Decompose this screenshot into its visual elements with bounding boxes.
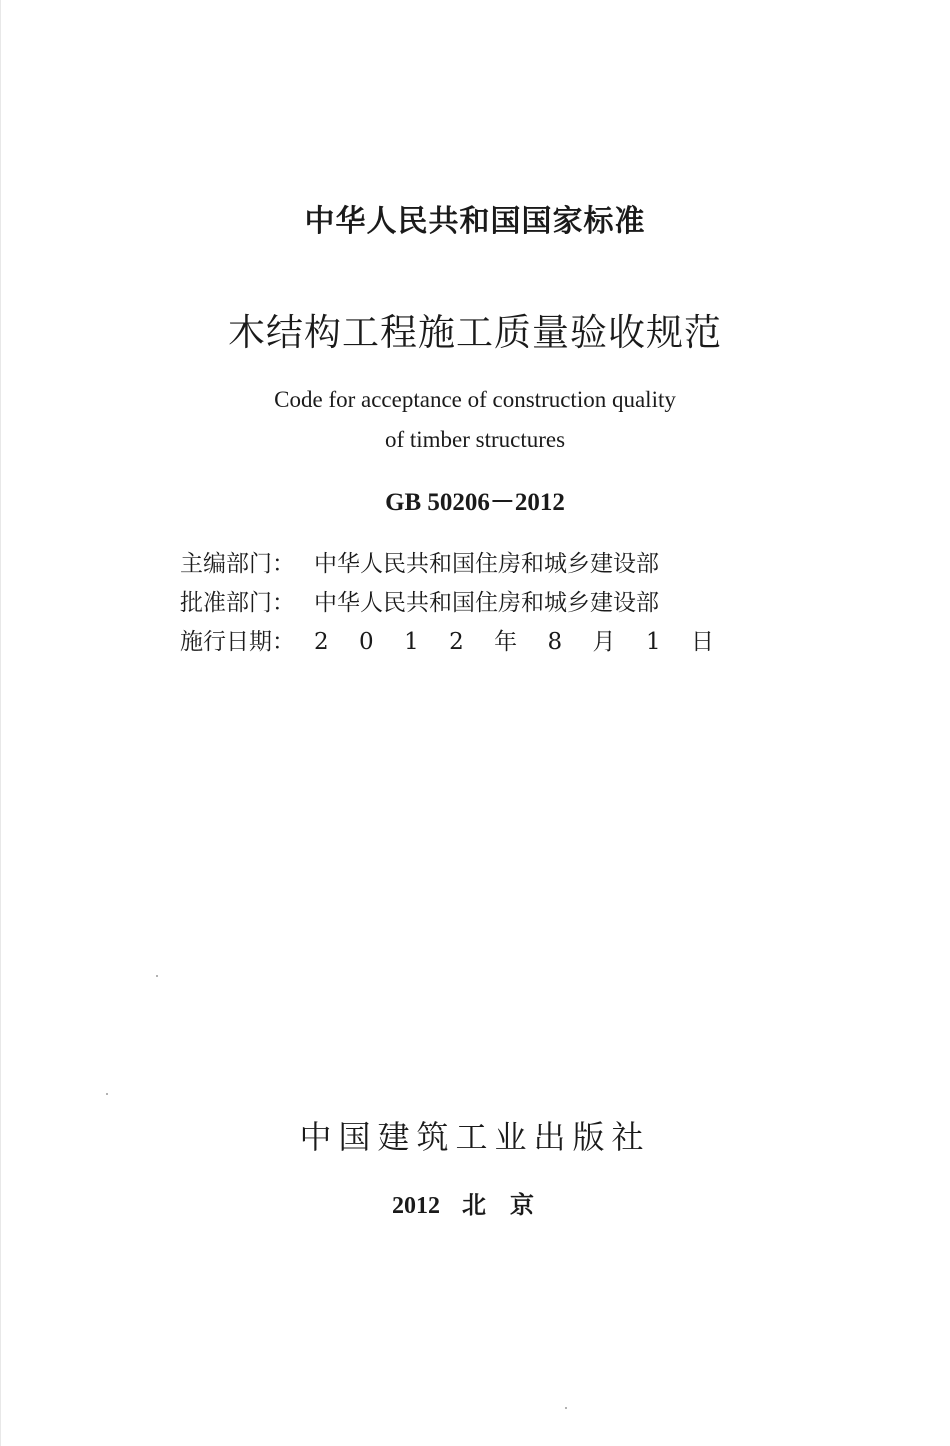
publication-year: 2012: [392, 1193, 440, 1219]
scan-speck: [565, 1407, 567, 1409]
publication-city: 北京: [462, 1190, 558, 1219]
editor-value: 中华人民共和国住房和城乡建设部: [314, 551, 659, 577]
english-title-line-2: of timber structures: [384, 427, 566, 452]
date-char: 月: [592, 629, 616, 655]
date-char: 日: [690, 629, 714, 655]
scan-speck: [156, 975, 158, 977]
approver-label: 批准部门：: [180, 590, 295, 616]
date-char: 1: [645, 629, 661, 655]
chinese-title: 木结构工程施工质量验收规范: [228, 311, 722, 354]
editor-row: [180, 545, 714, 584]
date-char: 2: [449, 629, 464, 655]
english-title-line-1: Code for acceptance of construction quality: [274, 387, 676, 412]
date-char: 0: [359, 629, 374, 655]
effective-date-row: [180, 623, 714, 662]
date-char: 1: [404, 629, 419, 655]
approver-value: 中华人民共和国住房和城乡建设部: [314, 590, 659, 616]
effective-date-label: 施行日期：: [180, 629, 295, 655]
date-char: 2: [314, 629, 329, 655]
standard-number: GB 50206－2012: [385, 489, 565, 516]
approver-row: [180, 584, 714, 623]
publication-line: [0, 1185, 950, 1220]
date-char: 8: [547, 629, 563, 655]
date-char: 年: [494, 629, 518, 655]
publisher-name: 中国建筑工业出版社: [299, 1118, 651, 1156]
standard-series-heading: 中华人民共和国国家标准: [304, 204, 646, 239]
scan-speck: [106, 1093, 108, 1095]
english-title: [0, 380, 950, 460]
effective-date-value: [314, 623, 714, 662]
metadata-block: [180, 545, 714, 662]
editor-label: 主编部门：: [180, 551, 295, 577]
